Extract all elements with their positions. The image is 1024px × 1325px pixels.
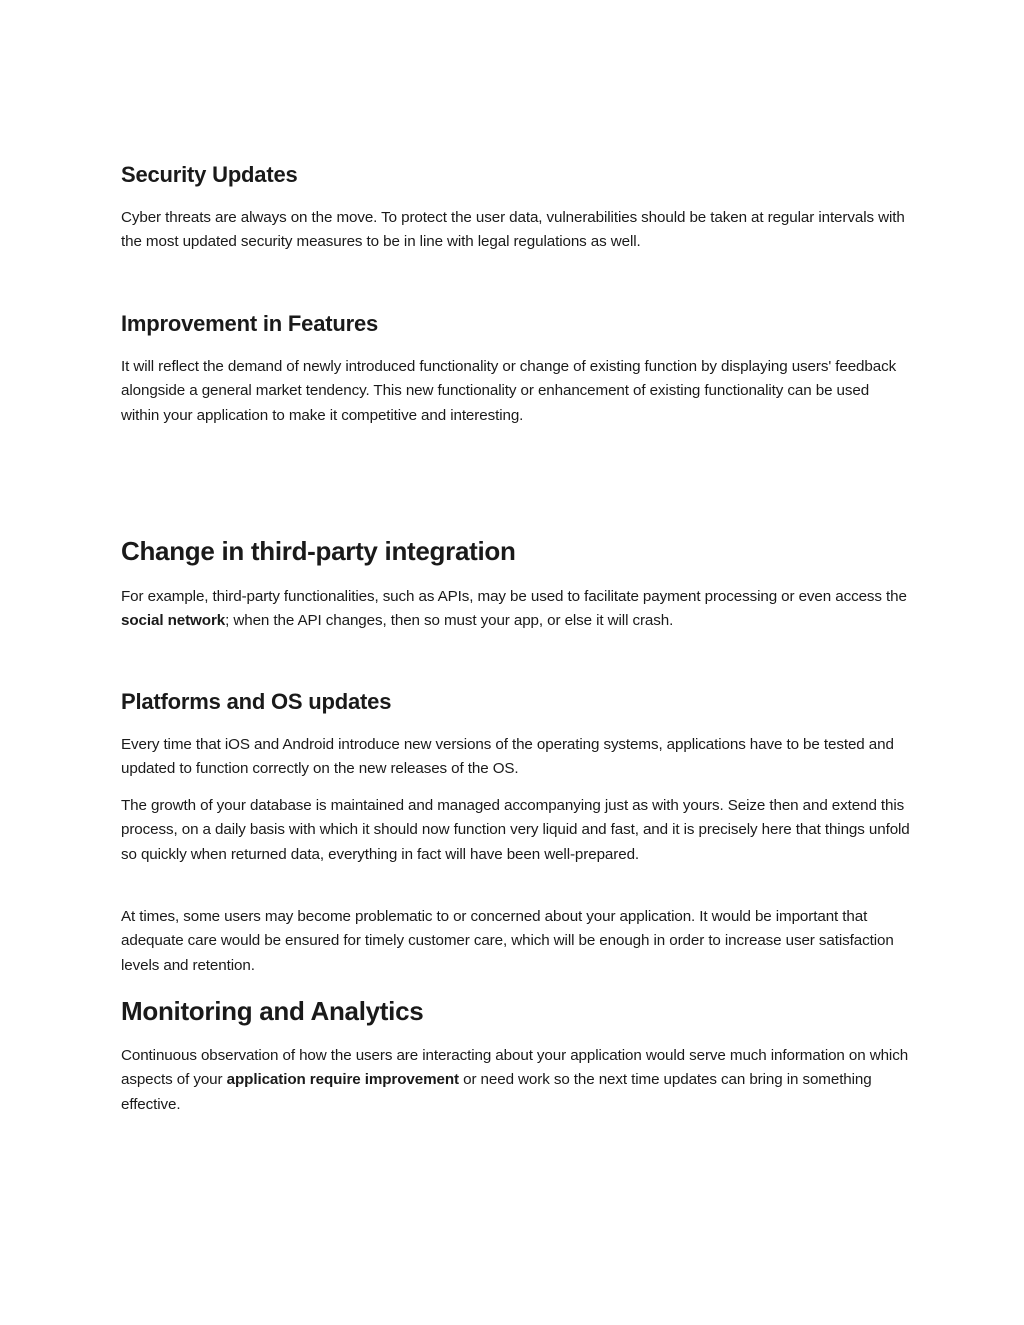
paragraph-text: or need work so the next time updates can bring in something effective. <box>121 1071 872 1113</box>
heading-security-updates: Security Updates <box>121 162 298 187</box>
paragraph-security-updates: Cyber threats are always on the move. To protect the user data, vulnerabilities should be taken at regular intervals with the most updated security measures to be in line with legal regulations as well. <box>121 209 905 251</box>
paragraph-third-party-integration <box>121 585 911 634</box>
paragraph-text: ; when the API changes, then so must your app, or else it will crash. <box>225 612 674 630</box>
social-network-bold: social network <box>121 612 226 630</box>
heading-monitoring-analytics: Monitoring and Analytics <box>121 996 424 1026</box>
paragraph-improvement-in-features: It will reflect the demand of newly introduced functionality or change of existing function by displaying users' feedback alongside a general market tendency. This new functionality or enhancement of existing functionality can be used within your application to make it competitive and interesting. <box>121 358 897 424</box>
application-require-improvement-bold: application require improvement <box>226 1071 459 1089</box>
heading-platforms-os-updates: Platforms and OS updates <box>121 689 392 714</box>
paragraph-platforms-1: Every time that iOS and Android introduce new versions of the operating systems, applications have to be tested and updated to function correctly on the new releases of the OS. <box>121 736 894 778</box>
heading-improvement-in-features: Improvement in Features <box>121 311 379 336</box>
heading-third-party-integration: Change in third-party integration <box>121 536 516 566</box>
paragraph-platforms-2: The growth of your database is maintained and managed accompanying just as with yours. Seize then and extend this process, on a daily basis with which it should now function very liquid and fast, and it is precisely here that things unfold so quickly when returned data, everything in fact will have been well-prepared. <box>121 797 910 863</box>
paragraph-platforms-3: At times, some users may become problematic to or concerned about your application. It would be important that adequate care would be ensured for timely customer care, which will be enough in order to increase user satisfaction levels and retention. <box>121 908 894 974</box>
paragraph-text: For example, third-party functionalities, such as APIs, may be used to facilitate payment processing or even access the <box>121 588 907 605</box>
paragraph-text: Continuous observation of how the users are interacting about your application would serve much information on which aspects of your <box>121 1047 909 1089</box>
paragraph-monitoring-analytics <box>121 1044 911 1117</box>
